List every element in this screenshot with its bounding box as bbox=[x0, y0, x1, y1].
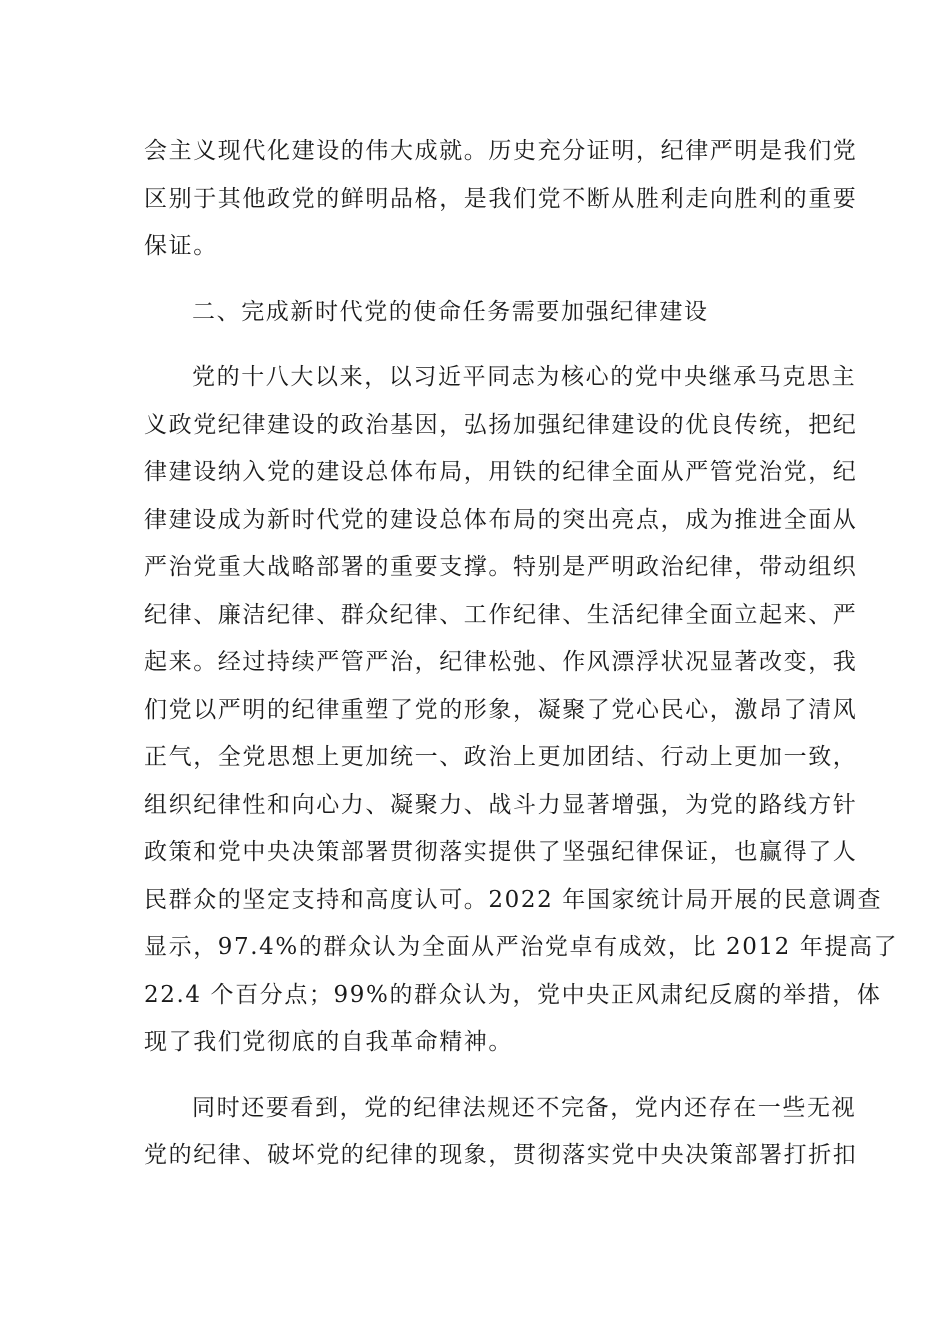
text-line: 正气，全党思想上更加统一、政治上更加团结、行动上更加一致， bbox=[144, 744, 858, 770]
heading-text: 二、完成新时代党的使命任务需要加强纪律建设 bbox=[192, 298, 709, 325]
text-line: 现了我们党彻底的自我革命精神。 bbox=[144, 1029, 513, 1055]
text-line: 民群众的坚定支持和高度认可。2022 年国家统计局开展的民意调查 bbox=[144, 886, 883, 913]
text-line: 区别于其他政党的鲜明品格，是我们党不断从胜利走向胜利的重要 bbox=[144, 185, 858, 212]
text-line: 们党以严明的纪律重塑了党的形象，凝聚了党心民心，激昂了清风 bbox=[144, 696, 858, 723]
text-line: 显示，97.4%的群众认为全面从严治党卓有成效，比 2012 年提高了 bbox=[144, 934, 899, 960]
text-line: 保证。 bbox=[144, 233, 218, 259]
text-line: 党的纪律、破坏党的纪律的现象，贯彻落实党中央决策部署打折扣 bbox=[144, 1142, 858, 1168]
text-line: 义政党纪律建设的政治基因，弘扬加强纪律建设的优良传统，把纪 bbox=[144, 411, 858, 438]
text-line: 同时还要看到，党的纪律法规还不完备，党内还存在一些无视 bbox=[192, 1094, 857, 1121]
text-line: 起来。经过持续严管严治，纪律松弛、作风漂浮状况显著改变，我 bbox=[144, 649, 858, 675]
text-line: 22.4 个百分点；99%的群众认为，党中央正风肃纪反腐的举措，体 bbox=[144, 981, 882, 1008]
paragraph-1 bbox=[144, 128, 858, 271]
paragraph-3 bbox=[144, 1085, 858, 1180]
text-line: 律建设成为新时代党的建设总体布局的突出亮点，成为推进全面从 bbox=[144, 506, 858, 533]
text-line: 组织纪律性和向心力、凝聚力、战斗力显著增强，为党的路线方针 bbox=[144, 791, 858, 818]
text-line: 党的十八大以来，以习近平同志为核心的党中央继承马克思主 bbox=[192, 364, 857, 390]
text-line: 严治党重大战略部署的重要支撑。特别是严明政治纪律，带动组织 bbox=[144, 554, 858, 580]
text-line: 律建设纳入党的建设总体布局，用铁的纪律全面从严管党治党，纪 bbox=[144, 459, 858, 485]
text-line: 会主义现代化建设的伟大成就。历史充分证明，纪律严明是我们党 bbox=[144, 138, 858, 164]
document-body bbox=[144, 128, 899, 1180]
text-line: 政策和党中央决策部署贯彻落实提供了坚强纪律保证，也赢得了人 bbox=[144, 839, 858, 865]
paragraph-2 bbox=[144, 354, 899, 1067]
section-heading bbox=[144, 289, 804, 337]
text-line: 纪律、廉洁纪律、群众纪律、工作纪律、生活纪律全面立起来、严 bbox=[144, 601, 858, 628]
